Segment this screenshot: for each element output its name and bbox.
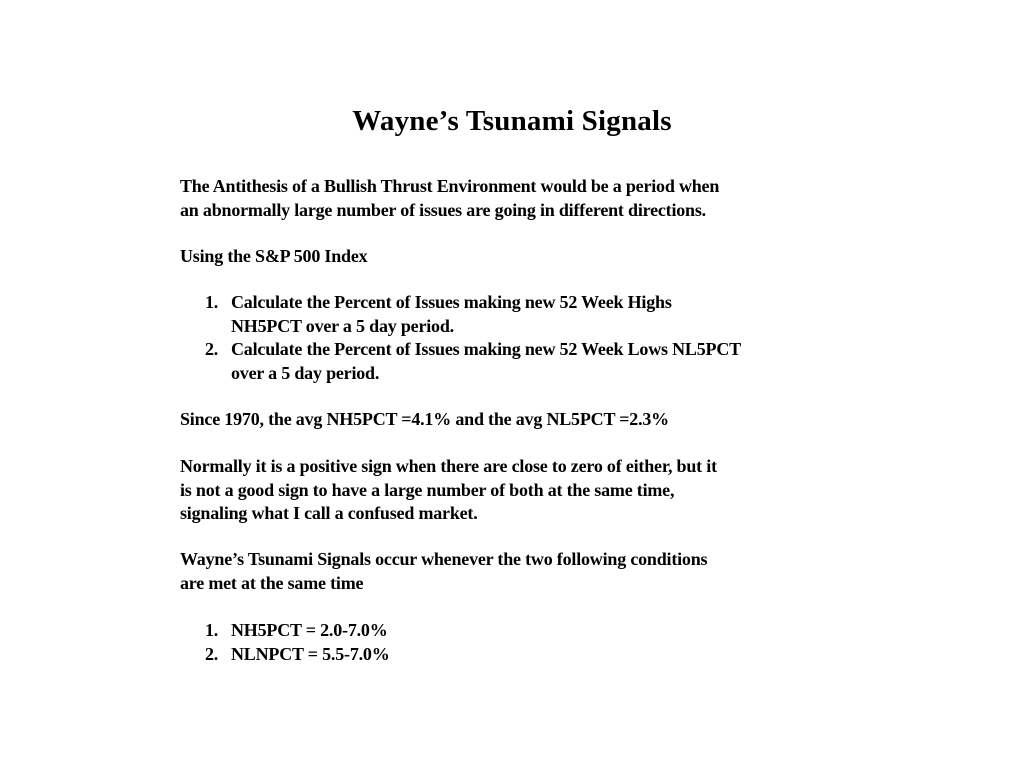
- intro-line-2: an abnormally large number of issues are going in different directions.: [180, 199, 706, 220]
- step-item-1: [180, 291, 860, 338]
- conditions-list: [180, 619, 860, 666]
- normally-paragraph: [180, 455, 860, 526]
- steps-list: [180, 291, 860, 385]
- step-2-line-1: Calculate the Percent of Issues making new 52 Week Lows NL5PCT: [231, 339, 741, 359]
- index-line: Using the S&P 500 Index: [180, 246, 368, 266]
- condition-2-text: NLNPCT = 5.5-7.0%: [231, 643, 390, 664]
- condition-item-2: [180, 643, 860, 667]
- step-item-2: [180, 338, 860, 385]
- condition-item-1: [180, 619, 860, 643]
- index-paragraph: [180, 245, 860, 269]
- normally-line-3: signaling what I call a confused market.: [180, 503, 478, 523]
- condition-1-text: NH5PCT = 2.0-7.0%: [231, 620, 388, 640]
- slide-title: Wayne’s Tsunami Signals: [352, 105, 672, 137]
- conditions-intro-line-1: Wayne’s Tsunami Signals occur whenever the two following conditions: [180, 549, 708, 569]
- averages-paragraph: [180, 408, 860, 432]
- condition-number-1: 1.: [205, 620, 219, 640]
- step-2-line-2: over a 5 day period.: [231, 362, 380, 383]
- conditions-intro-paragraph: [180, 548, 860, 595]
- intro-paragraph: [180, 175, 860, 222]
- step-number-1: 1.: [205, 292, 219, 312]
- normally-line-2: is not a good sign to have a large number of both at the same time,: [180, 479, 675, 500]
- averages-line: Since 1970, the avg NH5PCT =4.1% and the avg NL5PCT =2.3%: [180, 409, 669, 429]
- condition-number-2: 2.: [205, 643, 219, 664]
- normally-line-1: Normally it is a positive sign when there are close to zero of either, but it: [180, 456, 717, 476]
- intro-line-1: The Antithesis of a Bullish Thrust Environment would be a period when: [180, 176, 720, 196]
- step-number-2: 2.: [205, 339, 219, 359]
- step-1-line-1: Calculate the Percent of Issues making new 52 Week Highs: [231, 292, 672, 312]
- step-1-line-2: NH5PCT over a 5 day period.: [231, 315, 454, 336]
- conditions-intro-line-2: are met at the same time: [180, 572, 364, 593]
